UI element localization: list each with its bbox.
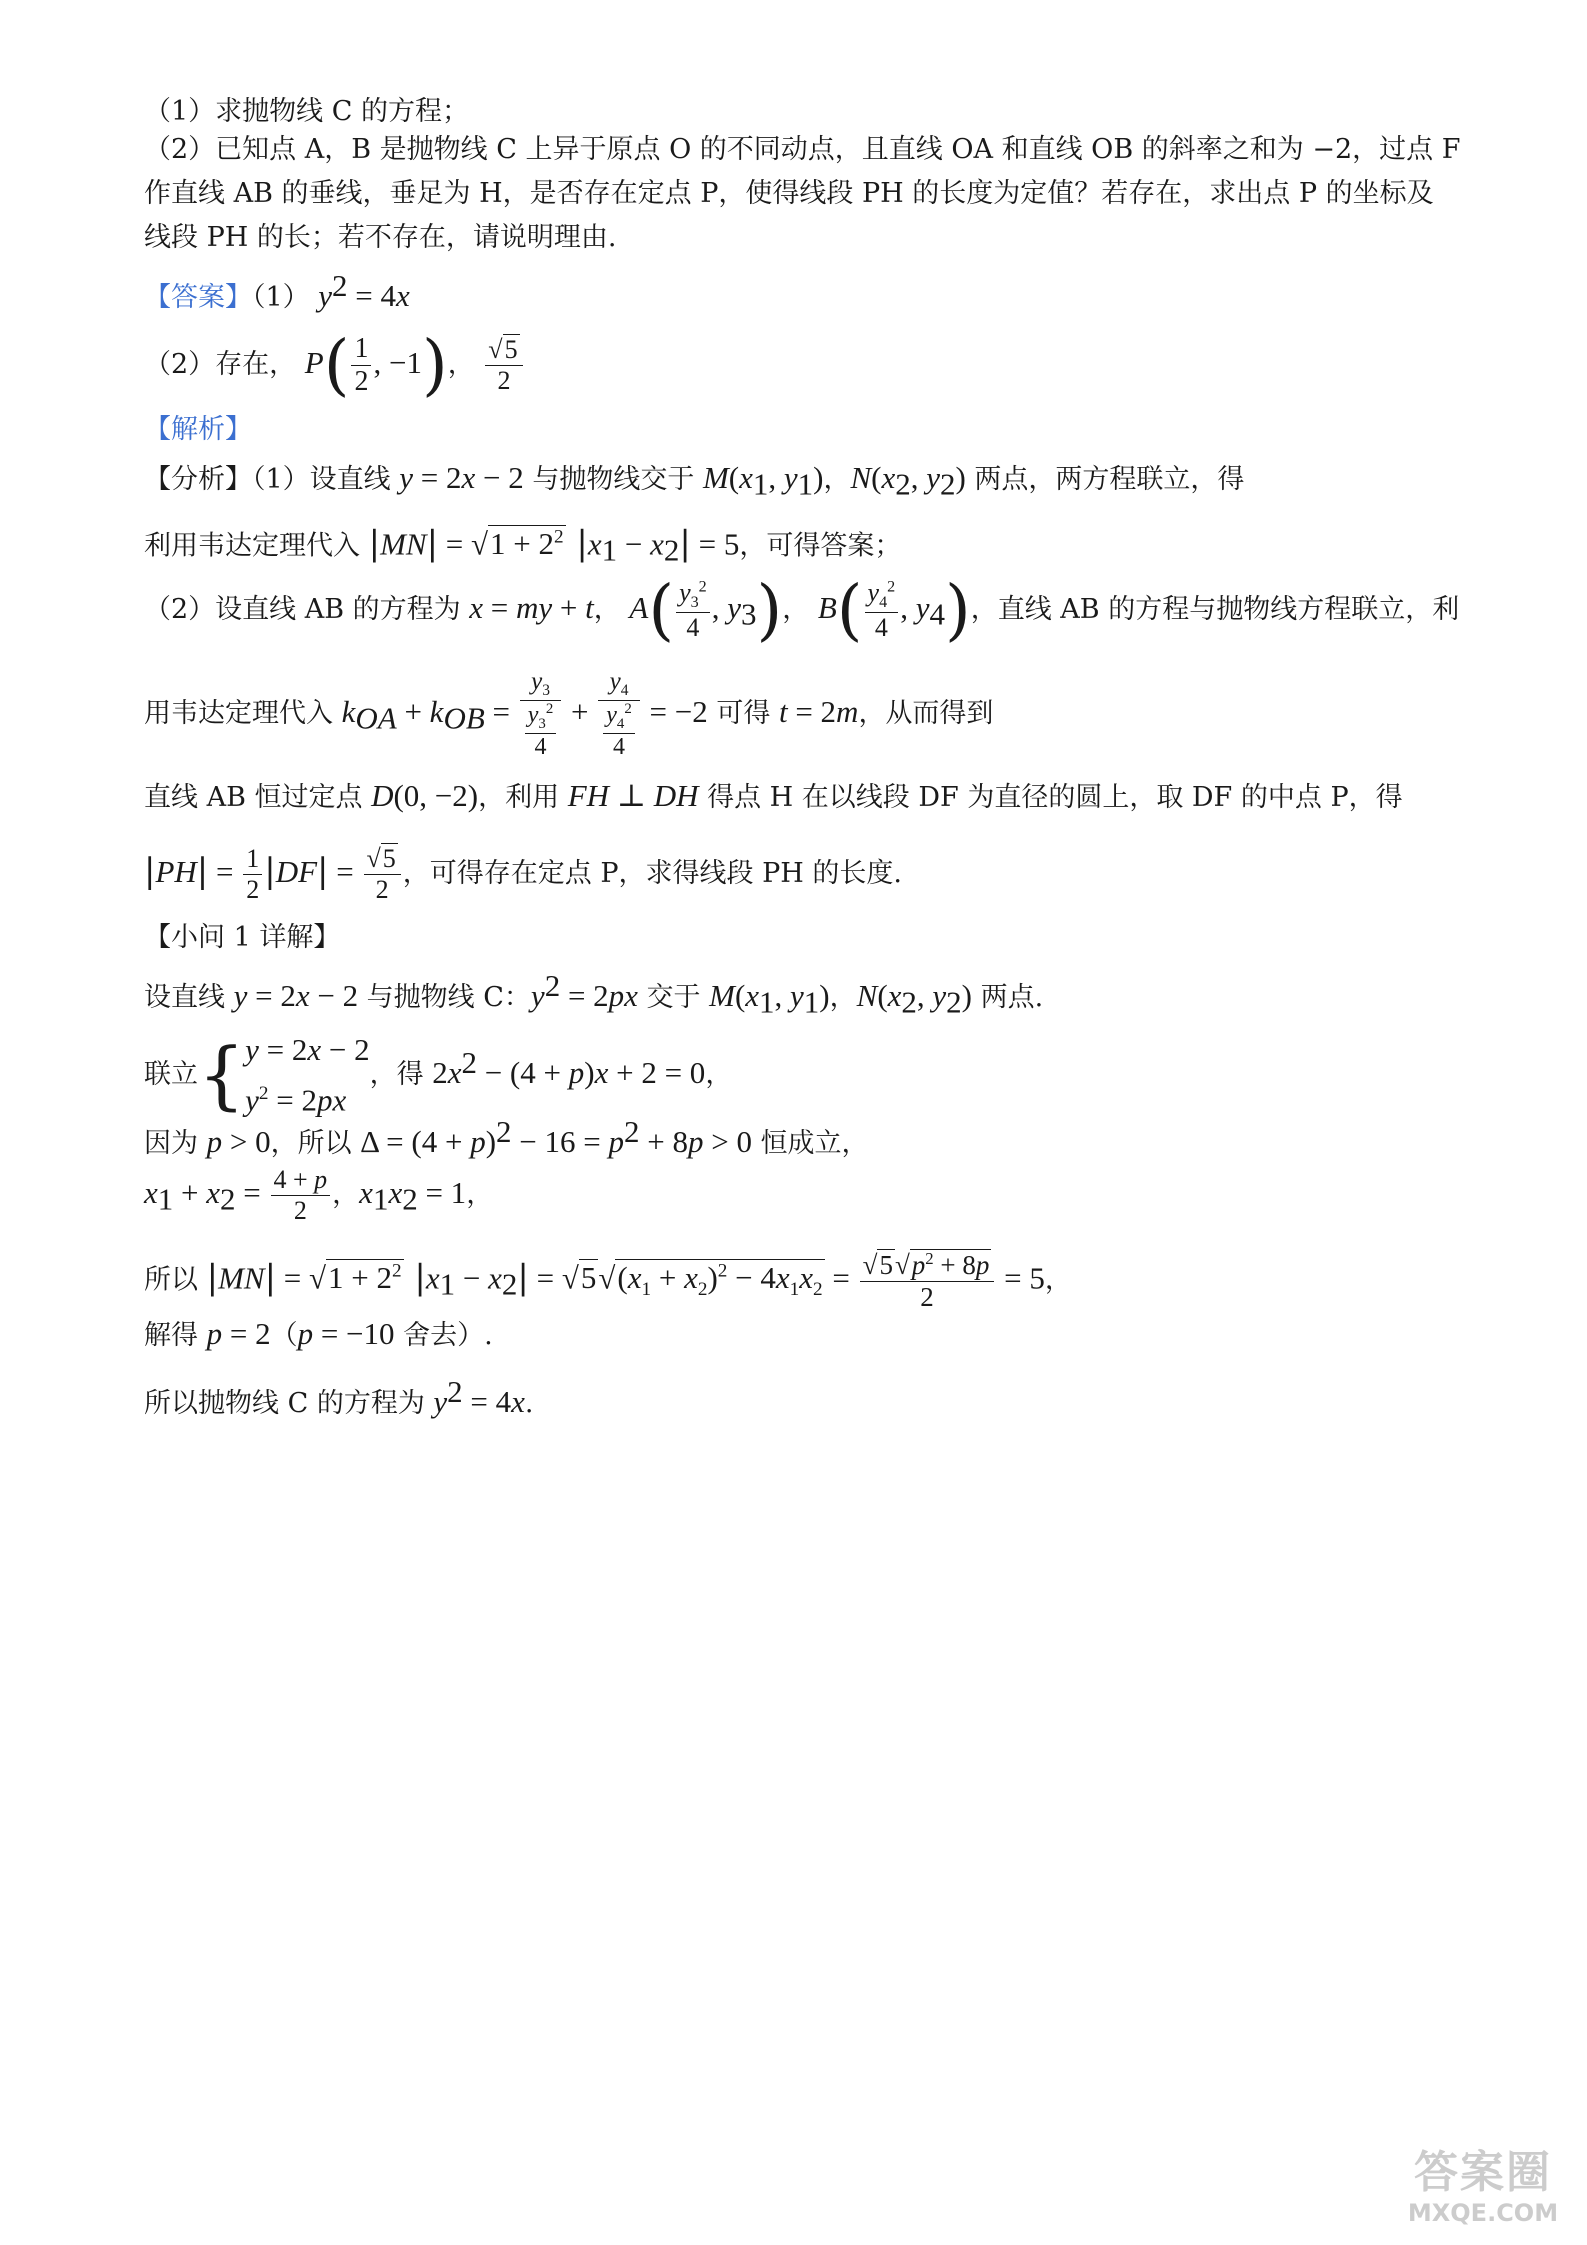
question-part-2-line-3: 线段 PH 的长；若不存在，请说明理由. (144, 222, 617, 253)
fenxi-line-6: |PH| = $\frac{1}{2}$ |DF| = $\frac{√5}{2}$ ，可得存在定点 P，求得线段 PH 的长度. (144, 844, 902, 904)
text: ， (466, 1179, 494, 1210)
text: ，直线 AB 的方程与抛物线方程联立，利 (970, 594, 1460, 625)
text: 解得 (144, 1320, 207, 1351)
answer-part2-length: $\frac{√5}{2}$ (485, 335, 522, 396)
fenxi-line-1: 【分析】（1）设直线 y = 2x − 2 与抛物线交于 $M(x_1$, $y_1$)，$N(x_2$, $y_2$) 两点，两方程联立，得 (144, 460, 1245, 502)
text: 直线 AB 恒过定点 (144, 782, 372, 813)
text: ，可得存在定点 P，求得线段 PH 的长度. (402, 858, 902, 889)
fenxi-line-4: 用韦达定理代入 $k_{OA} + k_{OB}$ = $\frac{y_3}{\frac{y_3^2}{4}}$ + $\frac{y_4}{\frac{y_4^2}{4}}$ = −2 可得 t = 2m，从而得到 (144, 667, 994, 760)
text: ， (332, 1179, 360, 1210)
text: 交于 (637, 982, 710, 1013)
fenxi-tag: 【分析】 (144, 464, 252, 495)
answer-part2-prefix: （2）存在， (144, 349, 297, 380)
text: 两点，两方程联立，得 (965, 464, 1245, 495)
text: 所以抛物线 C 的方程为 (144, 1388, 434, 1419)
text: 得点 H 在以线段 DF 为直径的圆上，取 DF 的中点 P，得 (698, 782, 1403, 813)
text: ， (593, 594, 621, 625)
question-part-2-line-1: （2）已知点 A，B 是抛物线 C 上异于原点 O 的不同动点，且直线 OA 和直线 OB 的斜率之和为 −2，过点 F (144, 134, 1461, 165)
answer-part1-formula: $y^2 = 4x$ (318, 268, 410, 313)
watermark-logo-text: 答案圈 (1414, 2147, 1552, 2198)
text: 与抛物线 C： (358, 982, 531, 1013)
xiaowen1-line-3: 因为 p > 0，所以 $\Delta = (4 + p)^2 - 16 = p^2 + 8p > 0$ 恒成立， (144, 1114, 869, 1159)
text: 因为 (144, 1128, 207, 1159)
text: ， (823, 464, 851, 495)
answer-part2-point: P( $\frac{1}{2}$ , −1) (304, 326, 448, 404)
answer-line-1 (144, 266, 1457, 318)
fenxi-line-2: 利用韦达定理代入 $|MN| = √1 + 2^2$ $|x_1 - x_2| = 5$，可得答案； (144, 523, 902, 568)
text: ，可得答案； (739, 530, 902, 562)
text: ，利用 (478, 782, 568, 813)
text: 可得 (707, 698, 779, 729)
text: ， (782, 594, 810, 625)
text: 利用韦达定理代入 (144, 530, 369, 562)
text: . (524, 1388, 534, 1419)
answer-line-2 (144, 326, 1457, 404)
text: 所以 (144, 1264, 207, 1296)
text: ，从而得到 (858, 698, 994, 729)
analysis-tag: 【解析】 (144, 414, 252, 445)
answer-part1-prefix: （1） (252, 282, 310, 313)
xiaowen1-line-1: 设直线 y = 2x − 2 与抛物线 C：$y^2 = 2px$ 交于 $M(x_1$, $y_1$)，$N(x_2$, $y_2$) 两点. (144, 968, 1044, 1020)
watermark-logo (1393, 2147, 1573, 2237)
answer-tag: 【答案】 (144, 282, 252, 313)
xiaowen1-line-5: 所以 $|MN| = √1 + 2^2$ $|x_1 - x_2| = √5√(x_1 + x_2)^2 - 4x_1x_2$ = $\frac{√5√p^2 + 8p}{2}$ = 5， (144, 1248, 1072, 1312)
text: 两点. (972, 982, 1044, 1013)
text: ，得 (369, 1059, 433, 1090)
text: （2）设直线 AB 的方程为 (144, 594, 470, 625)
text: 舍去）. (394, 1320, 493, 1351)
text: （ (270, 1320, 298, 1351)
xiaowen1-tag: 【小问 1 详解】 (144, 922, 341, 953)
text: 用韦达定理代入 (144, 698, 342, 729)
text: 设直线 (144, 982, 234, 1013)
text: ， (705, 1059, 733, 1090)
text: （1）设直线 (252, 464, 400, 495)
fenxi-line-3: （2）设直线 AB 的方程为 x = my + t， A( $\frac{y_3^2}{4}$ , $y_3$)， B( $\frac{y_4^2}{4}$ , $y_4$)，直线 AB 的方程与抛物线方程联立，利 (144, 571, 1460, 649)
watermark-url: MXQE.COM (1407, 2199, 1559, 2227)
text: ， (829, 982, 857, 1013)
text: ， (1044, 1264, 1072, 1296)
xiaowen1-line-4: $x_1 + x_2$ = $\frac{4 + p}{2}$ ，$x_1x_2 = 1$， (144, 1165, 494, 1225)
text: ，所以 (270, 1128, 361, 1159)
xiaowen1-line-7: 所以抛物线 C 的方程为 $y^2 = 4x$. (144, 1374, 534, 1419)
answer-separator: ， (447, 349, 475, 380)
question-part-2-line-2: 作直线 AB 的垂线，垂足为 H，是否存在定点 P，使得线段 PH 的长度为定值？若存在，求出点 P 的坐标及 (144, 178, 1434, 209)
text: 恒成立， (751, 1128, 869, 1159)
text: 联立 (144, 1059, 198, 1090)
fenxi-line-5: 直线 AB 恒过定点 D(0, −2)，利用 FH ⊥ DH 得点 H 在以线段 DF 为直径的圆上，取 DF 的中点 P，得 (144, 778, 1403, 813)
text: 与抛物线交于 (523, 464, 703, 495)
xiaowen1-line-2: 联立{ y = 2x − 2 $y^2 = 2px$ ，得 $2x^2 - (4 + p)x + 2 = 0$， (144, 1032, 733, 1119)
xiaowen1-line-6: 解得 p = 2（p = −10 舍去）. (144, 1316, 493, 1351)
question-part-1: （1）求抛物线 C 的方程； (144, 96, 470, 127)
